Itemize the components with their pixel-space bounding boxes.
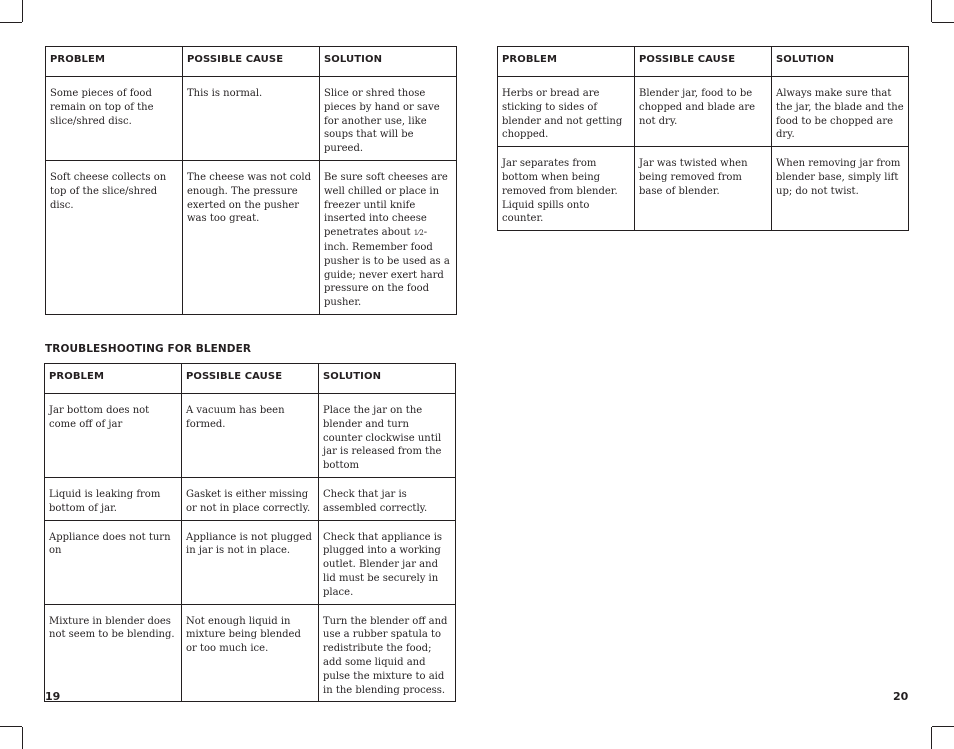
table-row	[45, 477, 456, 520]
header-solution: SOLUTION	[319, 364, 456, 394]
table-header-row	[498, 47, 909, 77]
table-row	[498, 147, 909, 231]
crop-mark	[0, 22, 22, 23]
cell-solution	[320, 160, 457, 314]
page-number-right: 20	[893, 690, 909, 703]
cell-solution: When removing jar from blender base, simply lift up; do not twist.	[772, 147, 909, 231]
header-problem: PROBLEM	[498, 47, 635, 77]
crop-mark	[932, 22, 954, 23]
crop-mark	[22, 0, 23, 22]
crop-mark	[0, 726, 22, 727]
cell-problem: Jar separates from bottom when being removed from blender. Liquid spills onto counter.	[498, 147, 635, 231]
table-row	[46, 77, 457, 161]
cell-solution: Slice or shred those pieces by hand or save for another use, like soups that will be pureed.	[324, 88, 440, 155]
cell-cause: This is normal.	[183, 77, 320, 161]
cell-cause: Appliance is not plugged in jar is not in place.	[182, 520, 319, 604]
cell-problem: Jar bottom does not come off of jar	[45, 394, 182, 478]
cell-problem: Liquid is leaking from bottom of jar.	[45, 477, 182, 520]
header-solution: SOLUTION	[320, 47, 457, 77]
cell-solution: Turn the blender off and use a rubber spatula to redistribute the food; add some liquid and pulse the mixture to aid in the blending process.	[319, 604, 456, 702]
header-problem: PROBLEM	[46, 47, 183, 77]
solution-text-part: -inch. Remember food pusher is to be used as a guide; never exert hard pressure on the food pusher.	[324, 227, 450, 309]
header-possible-cause: POSSIBLE CAUSE	[183, 47, 320, 77]
table-header-row	[46, 47, 457, 77]
fraction: 1⁄2	[413, 229, 424, 238]
cell-problem: Some pieces of food remain on top of the slice/shred disc.	[46, 77, 183, 161]
troubleshooting-table-food-processor	[45, 46, 457, 315]
header-solution: SOLUTION	[772, 47, 909, 77]
table-row	[45, 394, 456, 478]
cell-cause: Jar was twisted when being removed from base of blender.	[635, 147, 772, 231]
cell-cause: A vacuum has been formed.	[182, 394, 319, 478]
crop-mark	[931, 727, 932, 749]
cell-problem: Herbs or bread are sticking to sides of blender and not getting chopped.	[498, 77, 635, 147]
crop-mark	[22, 727, 23, 749]
cell-cause: Not enough liquid in mixture being blended or too much ice.	[182, 604, 319, 702]
cell-solution: Check that appliance is plugged into a working outlet. Blender jar and lid must be securely in place.	[319, 520, 456, 604]
table-row	[46, 160, 457, 314]
cell-solution: Always make sure that the jar, the blade and the food to be chopped are dry.	[776, 88, 904, 141]
solution-text-part: Be sure soft cheeses are well chilled or place in freezer until knife inserted into cheese penetrates about	[324, 171, 448, 239]
cell-problem: Mixture in blender does not seem to be blending.	[45, 604, 182, 702]
cell-cause: Gasket is either missing or not in place correctly.	[182, 477, 319, 520]
cell-cause: The cheese was not cold enough. The pressure exerted on the pusher was too great.	[183, 160, 320, 314]
header-problem: PROBLEM	[45, 364, 182, 394]
cell-solution: Check that jar is assembled correctly.	[319, 477, 456, 520]
cell-problem: Soft cheese collects on top of the slice/shred disc.	[46, 160, 183, 314]
table-row	[45, 520, 456, 604]
cell-solution: Place the jar on the blender and turn counter clockwise until jar is released from the bottom	[323, 405, 442, 472]
troubleshooting-table-blender-continued	[497, 46, 909, 231]
header-possible-cause: POSSIBLE CAUSE	[182, 364, 319, 394]
cell-cause: Blender jar, food to be chopped and blade are not dry.	[635, 77, 772, 147]
section-title: TROUBLESHOOTING FOR BLENDER	[45, 343, 252, 355]
crop-mark	[931, 0, 932, 22]
header-possible-cause: POSSIBLE CAUSE	[635, 47, 772, 77]
table-header-row	[45, 364, 456, 394]
troubleshooting-table-blender	[44, 363, 456, 702]
page-number-left: 19	[45, 690, 61, 703]
table-row	[498, 77, 909, 147]
crop-mark	[932, 726, 954, 727]
cell-problem: Appliance does not turn on	[45, 520, 182, 604]
table-row	[45, 604, 456, 702]
